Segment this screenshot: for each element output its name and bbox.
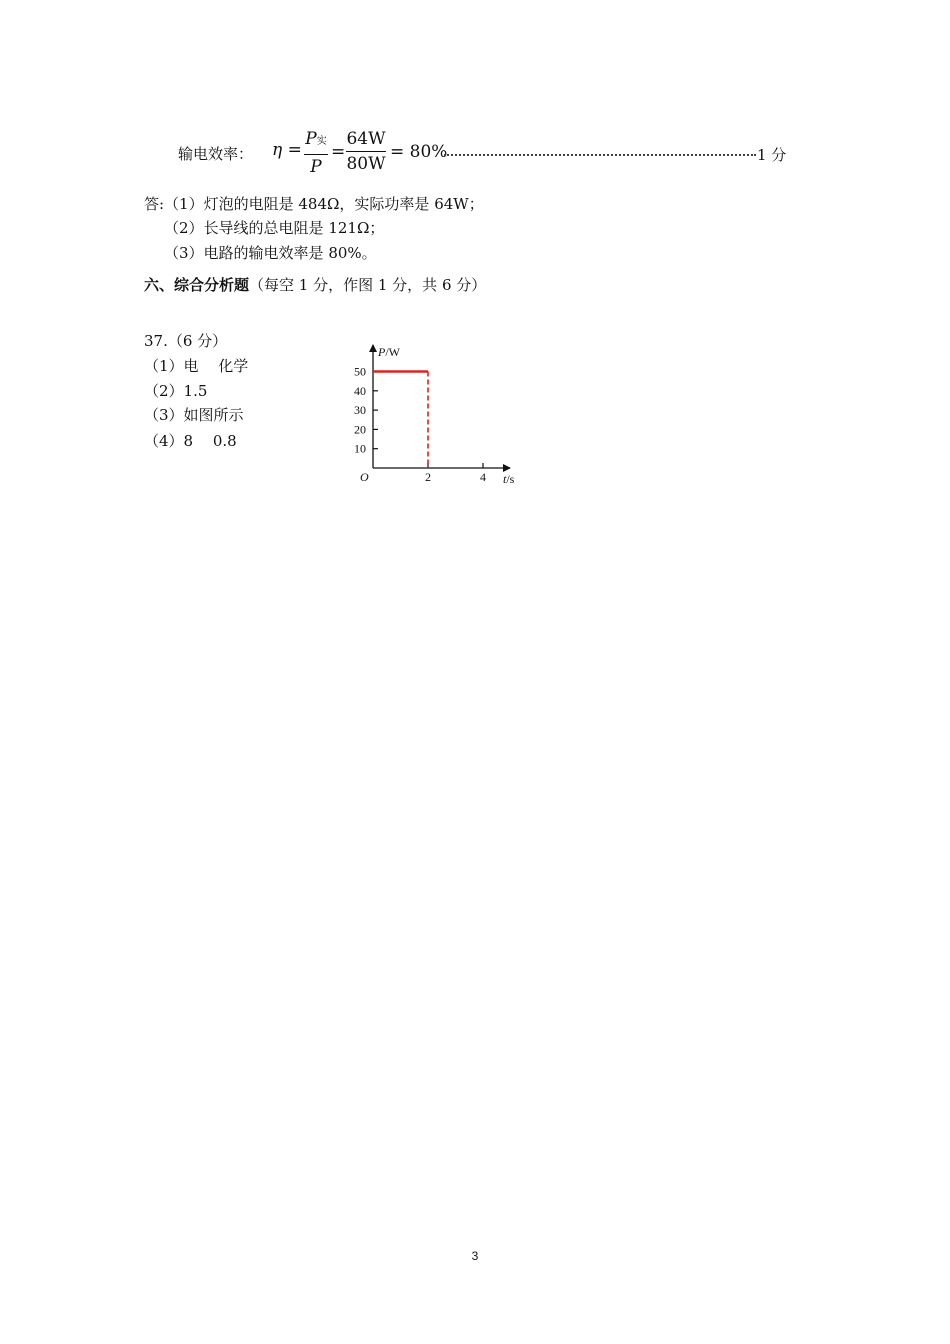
fraction-64w-over-80w <box>346 128 386 175</box>
dotted-leader <box>444 152 756 156</box>
x-ticks <box>425 463 486 484</box>
efficiency-label: 输电效率： <box>178 145 254 163</box>
answer-line-2: （2）长导线的总电阻是 121Ω； <box>164 219 385 237</box>
y-axis-label <box>377 345 401 359</box>
question-37-item-3: （3）如图所示 <box>144 406 244 424</box>
score-label: 1 分 <box>757 146 787 164</box>
fraction-bar-2 <box>346 151 386 152</box>
question-37-number: 37.（6 分） <box>144 332 228 350</box>
fraction-denominator: P <box>310 157 322 177</box>
power-time-chart <box>340 338 530 493</box>
x-axis-label-var: t <box>503 472 507 486</box>
equals-sign-2: = <box>331 142 346 162</box>
answer-line-1: 答:（1）灯泡的电阻是 484Ω，实际功率是 64W； <box>144 195 484 213</box>
page-number: 3 <box>471 1249 479 1263</box>
x-tick-label: 4 <box>480 470 486 484</box>
section-heading <box>144 274 486 295</box>
y-tick-label: 30 <box>354 403 366 418</box>
question-37-item-4: （4）8 0.8 <box>144 432 237 450</box>
y-ticks <box>354 365 378 456</box>
x-axis-label <box>503 472 515 486</box>
eta-symbol <box>272 140 302 160</box>
eta-text: η <box>272 140 283 160</box>
question-37-item-1: （1）电 化学 <box>144 357 249 375</box>
question-37-item-2: （2）1.5 <box>144 382 208 400</box>
section-note: （每空 1 分，作图 1 分，共 6 分） <box>249 276 487 294</box>
fraction-numerator: P实 <box>305 129 327 149</box>
y-tick-label: 20 <box>354 422 366 437</box>
fraction-p-actual-over-p <box>304 128 328 178</box>
chart-series <box>373 372 428 469</box>
x-tick-label: 2 <box>425 470 431 484</box>
fraction-denominator-80w: 80W <box>346 154 386 174</box>
fraction-numerator-64w: 64W <box>346 129 386 149</box>
equals-sign-1: = <box>287 140 302 160</box>
y-tick-label: 40 <box>354 383 366 398</box>
y-axis-label-unit: /W <box>385 345 401 359</box>
efficiency-result: = 80% <box>390 142 448 162</box>
x-axis-label-unit: /s <box>506 472 515 486</box>
y-tick-label: 10 <box>354 441 366 456</box>
y-tick-label: 50 <box>354 364 366 379</box>
section-title: 六、综合分析题 <box>144 276 250 294</box>
fraction-bar <box>304 154 328 155</box>
answer-line-3: （3）电路的输电效率是 80%。 <box>164 244 377 262</box>
origin-label: O <box>360 470 369 484</box>
y-axis-label-var: P <box>378 345 386 359</box>
